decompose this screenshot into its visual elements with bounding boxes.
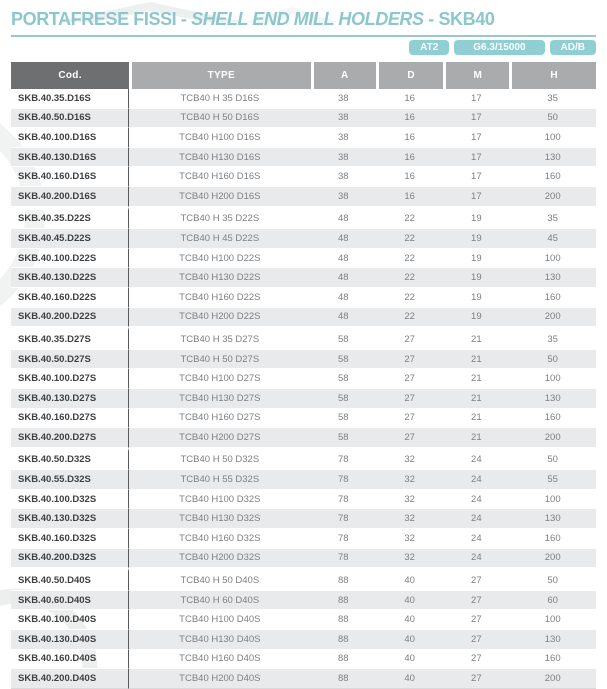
dim-d-cell: 16 <box>376 89 443 109</box>
badge-adb: AD/B <box>550 40 596 55</box>
table-row <box>11 490 596 510</box>
dim-m-cell: 19 <box>443 249 509 269</box>
dim-a-cell: 48 <box>311 268 377 288</box>
type-cell: TCB40 H160 D16S <box>129 167 310 187</box>
dim-a-cell: 78 <box>311 529 377 549</box>
dim-d-cell: 22 <box>376 288 443 308</box>
dim-m-cell: 24 <box>443 490 509 510</box>
dim-h-cell: 160 <box>509 409 596 429</box>
dim-a-cell: 58 <box>311 409 377 429</box>
title-underline <box>11 35 596 37</box>
dim-d-cell: 32 <box>376 470 443 490</box>
type-cell: TCB40 H100 D27S <box>129 369 310 389</box>
dim-h-cell: 100 <box>509 249 596 269</box>
dim-m-cell: 17 <box>443 89 509 109</box>
type-cell: TCB40 H130 D40S <box>129 630 310 650</box>
code-cell: SKB.40.130.D16S <box>11 148 129 168</box>
type-cell: TCB40 H 35 D27S <box>129 327 310 350</box>
dim-a-cell: 88 <box>311 669 377 689</box>
table-row <box>11 389 596 409</box>
table-row <box>11 207 596 230</box>
dim-d-cell: 22 <box>376 229 443 249</box>
code-cell: SKB.40.130.D32S <box>11 509 129 529</box>
table-body <box>11 89 596 689</box>
table-row <box>11 630 596 650</box>
table-row <box>11 308 596 328</box>
dim-a-cell: 78 <box>311 490 377 510</box>
column-header-h: H <box>509 62 596 89</box>
table-row <box>11 369 596 389</box>
code-cell: SKB.40.50.D32S <box>11 448 129 471</box>
dim-m-cell: 21 <box>443 409 509 429</box>
table-row <box>11 229 596 249</box>
dim-a-cell: 38 <box>311 89 377 109</box>
type-cell: TCB40 H160 D40S <box>129 650 310 670</box>
dim-m-cell: 21 <box>443 389 509 409</box>
type-cell: TCB40 H130 D22S <box>129 268 310 288</box>
code-cell: SKB.40.50.D16S <box>11 109 129 129</box>
code-cell: SKB.40.35.D16S <box>11 89 129 109</box>
type-cell: TCB40 H100 D40S <box>129 610 310 630</box>
spec-badges <box>409 40 596 55</box>
dim-d-cell: 40 <box>376 568 443 591</box>
dim-d-cell: 32 <box>376 509 443 529</box>
table-row <box>11 288 596 308</box>
dim-m-cell: 19 <box>443 229 509 249</box>
column-header-d: D <box>376 62 443 89</box>
table-row <box>11 409 596 429</box>
dim-m-cell: 21 <box>443 369 509 389</box>
dim-a-cell: 38 <box>311 109 377 129</box>
table-row <box>11 350 596 370</box>
dim-a-cell: 78 <box>311 470 377 490</box>
dim-a-cell: 78 <box>311 509 377 529</box>
dim-d-cell: 40 <box>376 591 443 611</box>
dim-d-cell: 16 <box>376 148 443 168</box>
code-cell: SKB.40.50.D40S <box>11 568 129 591</box>
dim-a-cell: 38 <box>311 187 377 207</box>
code-cell: SKB.40.130.D27S <box>11 389 129 409</box>
type-cell: TCB40 H130 D32S <box>129 509 310 529</box>
type-cell: TCB40 H100 D32S <box>129 490 310 510</box>
badge-balancing: G6.3/15000 <box>454 40 544 55</box>
table-row <box>11 669 596 689</box>
dim-m-cell: 21 <box>443 428 509 448</box>
table-row <box>11 268 596 288</box>
dim-d-cell: 32 <box>376 529 443 549</box>
dim-m-cell: 24 <box>443 448 509 471</box>
dim-a-cell: 88 <box>311 650 377 670</box>
dim-h-cell: 200 <box>509 428 596 448</box>
table-row <box>11 327 596 350</box>
code-cell: SKB.40.160.D22S <box>11 288 129 308</box>
type-cell: TCB40 H130 D27S <box>129 389 310 409</box>
column-header-cod: Cod. <box>11 62 129 89</box>
dim-a-cell: 48 <box>311 207 377 230</box>
dim-h-cell: 50 <box>509 568 596 591</box>
dim-h-cell: 130 <box>509 389 596 409</box>
dim-h-cell: 45 <box>509 229 596 249</box>
code-cell: SKB.40.100.D27S <box>11 369 129 389</box>
table-row <box>11 167 596 187</box>
table-row <box>11 148 596 168</box>
code-cell: SKB.40.160.D32S <box>11 529 129 549</box>
type-cell: TCB40 H160 D27S <box>129 409 310 429</box>
dim-d-cell: 32 <box>376 490 443 510</box>
table-row <box>11 529 596 549</box>
type-cell: TCB40 H 55 D32S <box>129 470 310 490</box>
type-cell: TCB40 H200 D32S <box>129 549 310 569</box>
dim-h-cell: 200 <box>509 549 596 569</box>
dim-a-cell: 38 <box>311 148 377 168</box>
dim-a-cell: 38 <box>311 128 377 148</box>
dim-a-cell: 48 <box>311 249 377 269</box>
column-header-m: M <box>443 62 509 89</box>
dim-m-cell: 27 <box>443 591 509 611</box>
dim-m-cell: 17 <box>443 167 509 187</box>
dim-d-cell: 16 <box>376 187 443 207</box>
dim-d-cell: 27 <box>376 327 443 350</box>
code-cell: SKB.40.45.D22S <box>11 229 129 249</box>
dim-m-cell: 19 <box>443 308 509 328</box>
table-row <box>11 128 596 148</box>
dim-h-cell: 100 <box>509 128 596 148</box>
dim-d-cell: 32 <box>376 549 443 569</box>
code-cell: SKB.40.100.D32S <box>11 490 129 510</box>
dim-m-cell: 27 <box>443 630 509 650</box>
dim-d-cell: 22 <box>376 308 443 328</box>
code-cell: SKB.40.160.D16S <box>11 167 129 187</box>
code-cell: SKB.40.35.D22S <box>11 207 129 230</box>
code-cell: SKB.40.55.D32S <box>11 470 129 490</box>
code-cell: SKB.40.100.D22S <box>11 249 129 269</box>
code-cell: SKB.40.130.D22S <box>11 268 129 288</box>
type-cell: TCB40 H160 D32S <box>129 529 310 549</box>
dim-d-cell: 27 <box>376 369 443 389</box>
dim-a-cell: 58 <box>311 428 377 448</box>
type-cell: TCB40 H200 D27S <box>129 428 310 448</box>
dim-m-cell: 21 <box>443 327 509 350</box>
table-row <box>11 610 596 630</box>
table-row <box>11 568 596 591</box>
dim-d-cell: 22 <box>376 268 443 288</box>
dim-m-cell: 17 <box>443 109 509 129</box>
code-cell: SKB.40.200.D22S <box>11 308 129 328</box>
dim-h-cell: 100 <box>509 610 596 630</box>
dim-a-cell: 78 <box>311 549 377 569</box>
dim-h-cell: 50 <box>509 109 596 129</box>
dim-m-cell: 24 <box>443 529 509 549</box>
dim-a-cell: 58 <box>311 389 377 409</box>
dim-a-cell: 88 <box>311 568 377 591</box>
dim-m-cell: 17 <box>443 148 509 168</box>
table-row <box>11 549 596 569</box>
dim-d-cell: 16 <box>376 109 443 129</box>
dim-h-cell: 200 <box>509 308 596 328</box>
dim-h-cell: 160 <box>509 650 596 670</box>
title-product-code: SKB40 <box>438 9 495 29</box>
dim-a-cell: 58 <box>311 350 377 370</box>
code-cell: SKB.40.35.D27S <box>11 327 129 350</box>
dim-h-cell: 50 <box>509 448 596 471</box>
product-table-wrap <box>11 62 596 689</box>
dim-m-cell: 21 <box>443 350 509 370</box>
dim-h-cell: 100 <box>509 369 596 389</box>
table-row <box>11 109 596 129</box>
dim-m-cell: 24 <box>443 470 509 490</box>
dim-m-cell: 27 <box>443 650 509 670</box>
dim-m-cell: 17 <box>443 128 509 148</box>
dim-d-cell: 40 <box>376 610 443 630</box>
dim-d-cell: 40 <box>376 650 443 670</box>
table-row <box>11 509 596 529</box>
table-row <box>11 428 596 448</box>
type-cell: TCB40 H200 D22S <box>129 308 310 328</box>
dim-a-cell: 48 <box>311 288 377 308</box>
code-cell: SKB.40.60.D40S <box>11 591 129 611</box>
code-cell: SKB.40.160.D27S <box>11 409 129 429</box>
dim-a-cell: 88 <box>311 610 377 630</box>
type-cell: TCB40 H200 D16S <box>129 187 310 207</box>
type-cell: TCB40 H200 D40S <box>129 669 310 689</box>
dim-d-cell: 32 <box>376 448 443 471</box>
title-separator: - <box>423 9 439 29</box>
dim-d-cell: 40 <box>376 630 443 650</box>
dim-h-cell: 160 <box>509 529 596 549</box>
dim-m-cell: 27 <box>443 568 509 591</box>
dim-d-cell: 22 <box>376 207 443 230</box>
dim-m-cell: 19 <box>443 288 509 308</box>
type-cell: TCB40 H 50 D32S <box>129 448 310 471</box>
code-cell: SKB.40.200.D40S <box>11 669 129 689</box>
dim-h-cell: 200 <box>509 187 596 207</box>
badge-tolerance: AT2 <box>409 40 449 55</box>
type-cell: TCB40 H 35 D16S <box>129 89 310 109</box>
dim-h-cell: 100 <box>509 490 596 510</box>
dim-d-cell: 16 <box>376 128 443 148</box>
dim-m-cell: 27 <box>443 669 509 689</box>
dim-d-cell: 27 <box>376 428 443 448</box>
title-separator: - <box>176 9 192 29</box>
code-cell: SKB.40.100.D40S <box>11 610 129 630</box>
product-table <box>11 62 596 689</box>
dim-a-cell: 48 <box>311 308 377 328</box>
column-header-type: TYPE <box>129 62 310 89</box>
dim-a-cell: 48 <box>311 229 377 249</box>
dim-a-cell: 58 <box>311 327 377 350</box>
dim-m-cell: 24 <box>443 509 509 529</box>
dim-d-cell: 27 <box>376 409 443 429</box>
page-title <box>11 9 596 30</box>
dim-h-cell: 50 <box>509 350 596 370</box>
code-cell: SKB.40.50.D27S <box>11 350 129 370</box>
table-row <box>11 187 596 207</box>
dim-d-cell: 22 <box>376 249 443 269</box>
dim-a-cell: 58 <box>311 369 377 389</box>
dim-d-cell: 27 <box>376 350 443 370</box>
type-cell: TCB40 H 50 D16S <box>129 109 310 129</box>
dim-h-cell: 130 <box>509 509 596 529</box>
code-cell: SKB.40.200.D16S <box>11 187 129 207</box>
dim-h-cell: 60 <box>509 591 596 611</box>
table-row <box>11 470 596 490</box>
code-cell: SKB.40.200.D27S <box>11 428 129 448</box>
dim-m-cell: 27 <box>443 610 509 630</box>
dim-m-cell: 17 <box>443 187 509 207</box>
dim-d-cell: 40 <box>376 669 443 689</box>
dim-a-cell: 38 <box>311 167 377 187</box>
type-cell: TCB40 H100 D22S <box>129 249 310 269</box>
dim-h-cell: 55 <box>509 470 596 490</box>
dim-a-cell: 78 <box>311 448 377 471</box>
title-english: SHELL END MILL HOLDERS <box>191 9 424 29</box>
dim-m-cell: 19 <box>443 268 509 288</box>
dim-h-cell: 200 <box>509 669 596 689</box>
dim-h-cell: 35 <box>509 89 596 109</box>
column-header-a: A <box>311 62 377 89</box>
type-cell: TCB40 H160 D22S <box>129 288 310 308</box>
table-row <box>11 249 596 269</box>
dim-m-cell: 19 <box>443 207 509 230</box>
code-cell: SKB.40.200.D32S <box>11 549 129 569</box>
dim-a-cell: 88 <box>311 591 377 611</box>
code-cell: SKB.40.100.D16S <box>11 128 129 148</box>
dim-d-cell: 16 <box>376 167 443 187</box>
table-row <box>11 591 596 611</box>
dim-m-cell: 24 <box>443 549 509 569</box>
table-header <box>11 62 596 89</box>
type-cell: TCB40 H130 D16S <box>129 148 310 168</box>
dim-h-cell: 130 <box>509 630 596 650</box>
table-row <box>11 89 596 109</box>
type-cell: TCB40 H100 D16S <box>129 128 310 148</box>
dim-h-cell: 160 <box>509 167 596 187</box>
dim-h-cell: 130 <box>509 268 596 288</box>
code-cell: SKB.40.130.D40S <box>11 630 129 650</box>
dim-d-cell: 27 <box>376 389 443 409</box>
title-italian: PORTAFRESE FISSI <box>11 9 177 29</box>
table-row <box>11 448 596 471</box>
dim-a-cell: 88 <box>311 630 377 650</box>
table-row <box>11 650 596 670</box>
table-header-row <box>11 62 596 89</box>
type-cell: TCB40 H 50 D40S <box>129 568 310 591</box>
dim-h-cell: 130 <box>509 148 596 168</box>
type-cell: TCB40 H 35 D22S <box>129 207 310 230</box>
type-cell: TCB40 H 50 D27S <box>129 350 310 370</box>
code-cell: SKB.40.160.D40S <box>11 650 129 670</box>
type-cell: TCB40 H 60 D40S <box>129 591 310 611</box>
type-cell: TCB40 H 45 D22S <box>129 229 310 249</box>
dim-h-cell: 35 <box>509 327 596 350</box>
dim-h-cell: 160 <box>509 288 596 308</box>
dim-h-cell: 35 <box>509 207 596 230</box>
